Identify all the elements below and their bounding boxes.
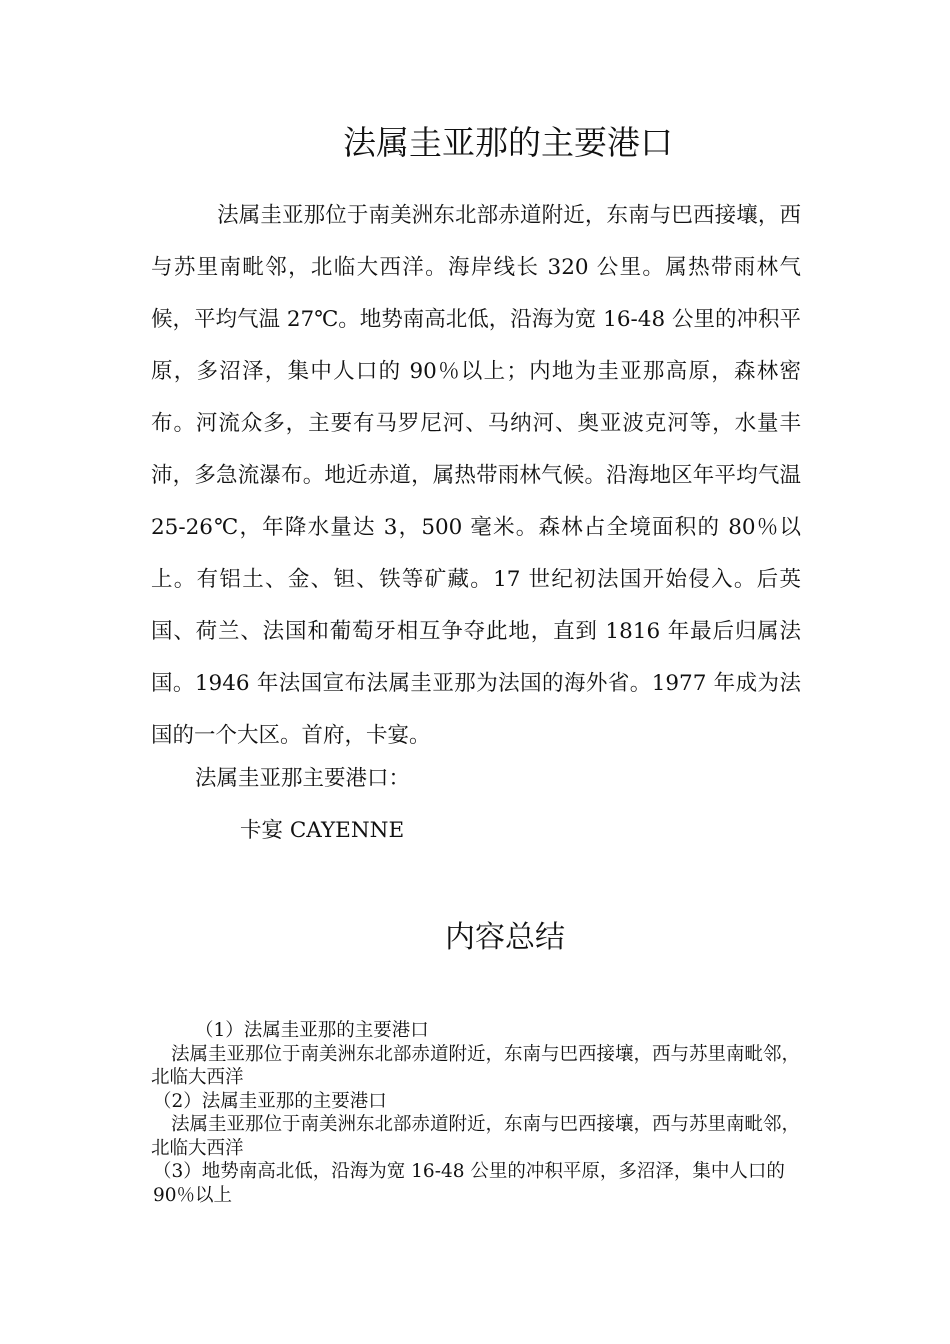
summary-heading: 内容总结: [445, 920, 565, 955]
summary-item-text: 法属圭亚那位于南美洲东北部赤道附近，东南与巴西接壤，西与苏里南毗邻，北临大西洋: [151, 1043, 801, 1088]
summary-list: [151, 1019, 801, 1207]
document-title: 法属圭亚那的主要港口: [343, 123, 673, 162]
summary-item-heading: （1）法属圭亚那的主要港口: [195, 1020, 429, 1041]
summary-item-heading: （2）法属圭亚那的主要港口: [153, 1090, 387, 1112]
body-paragraph: [151, 190, 801, 762]
ports-label: 法属圭亚那主要港口：: [195, 766, 411, 791]
port-item: 卡宴 CAYENNE: [240, 818, 405, 843]
summary-item-heading: （3）地势南高北低，沿海为宽 16-48 公里的冲积平原，多沼泽，集中人口的 90％以上: [153, 1161, 785, 1206]
summary-item-text: 法属圭亚那位于南美洲东北部赤道附近，东南与巴西接壤，西与苏里南毗邻，北临大西洋: [151, 1114, 801, 1159]
body-paragraph-text: 法属圭亚那位于南美洲东北部赤道附近，东南与巴西接壤，西与苏里南毗邻，北临大西洋。海岸线长 320 公里。属热带雨林气候，平均气温 27℃。地势南高北低，沿海为宽 16-48 公里的冲积平原，多沼泽，集中人口的 90％以上；内地为圭亚那高原，森林密布。河流众多，主要有马罗尼河、马纳河、奥亚波克河等，水量丰沛，多急流瀑布。地近赤道，属热带雨林气候。沿海地区年平均气温 25-26℃，年降水量达 3，500 毫米。森林占全境面积的 80％以上。有铝土、金、钽、铁等矿藏。17 世纪初法国开始侵入。后英国、荷兰、法国和葡萄牙相互争夺此地，直到 1816 年最后归属法国。1946 年法国宣布法属圭亚那为法国的海外省。1977 年成为法国的一个大区。首府，卡宴。: [151, 203, 801, 748]
